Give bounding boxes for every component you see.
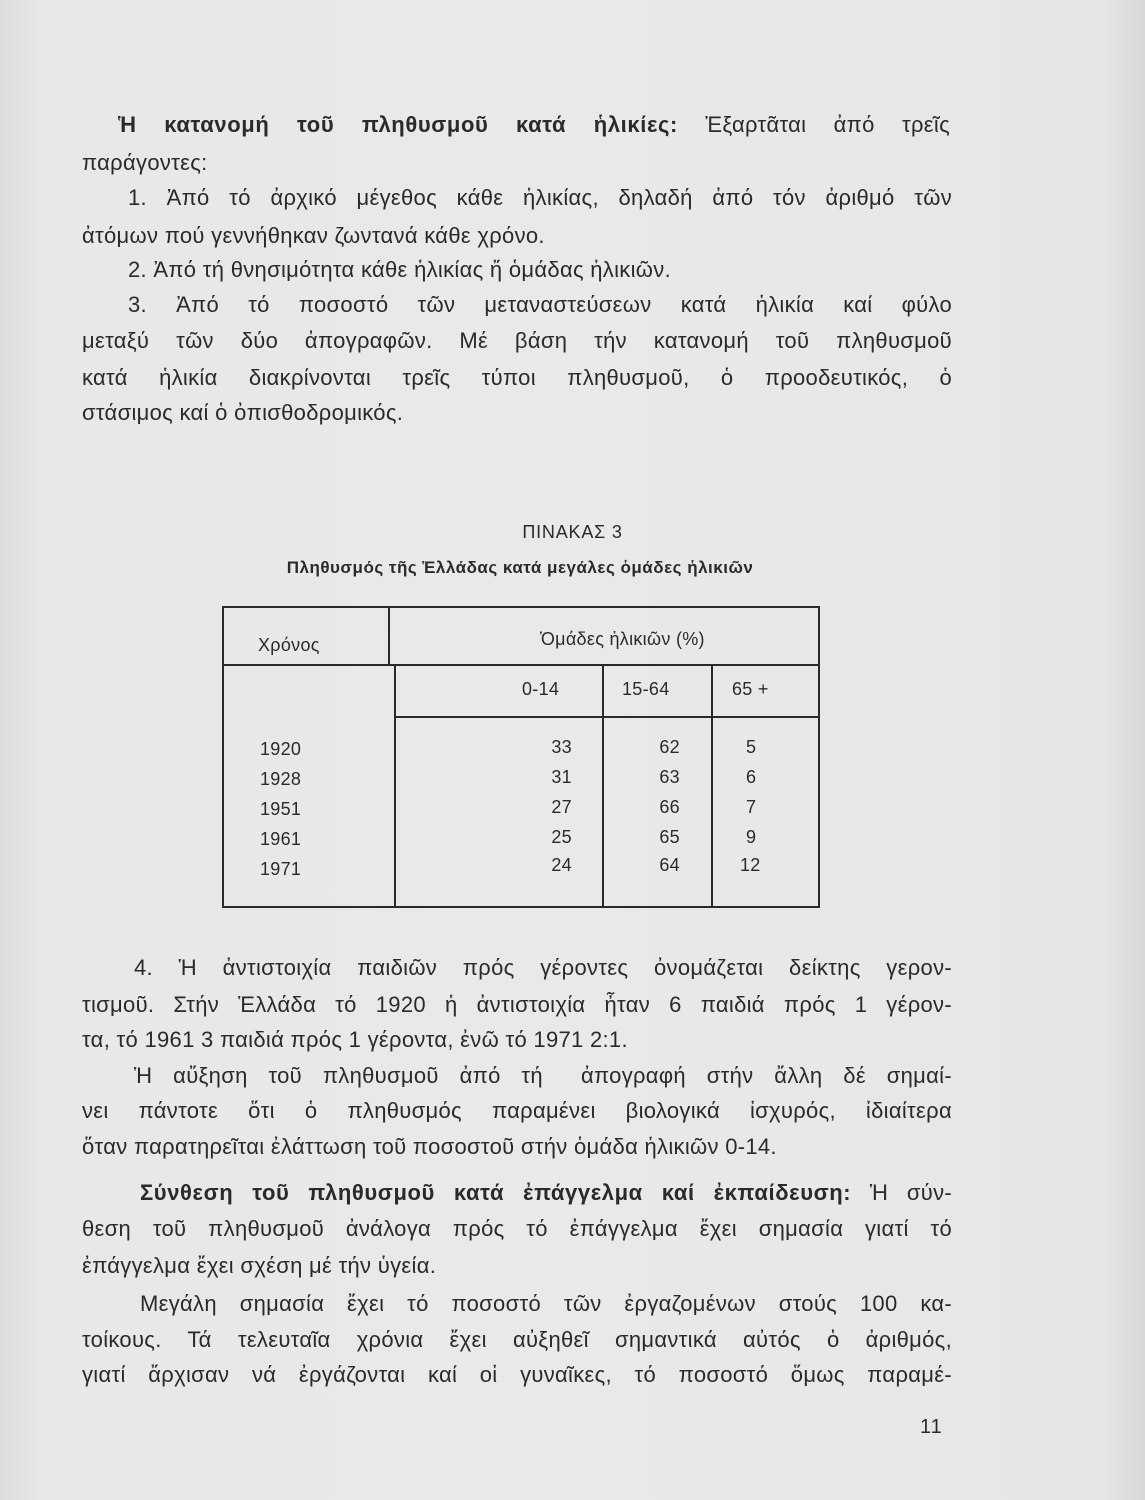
table-cell-year: 1961 bbox=[260, 829, 302, 849]
age-group-table bbox=[222, 606, 820, 908]
text-line: τισμοῦ. Στήν Ἑλλάδα τό 1920 ἡ ἀντιστοιχία ἦταν 6 παιδιά πρός 1 γέρον- bbox=[82, 992, 952, 1017]
heading-age-distribution: Ἡ κατανομή τοῦ πληθυσμοῦ κατά ἡλικίες: bbox=[118, 112, 678, 137]
paragraph-occupation-heading bbox=[140, 1180, 952, 1206]
table-cell-value: 63 bbox=[659, 767, 680, 787]
table-divider-year-lower bbox=[394, 664, 396, 906]
table-divider-col3 bbox=[711, 664, 713, 906]
column-header-65-plus: 65 + bbox=[732, 679, 769, 699]
text-line: Μεγάλη σημασία ἔχει τό ποσοστό τῶν ἐργαζομένων στούς 100 κα- bbox=[140, 1291, 952, 1316]
table-cell-value: 65 bbox=[659, 827, 680, 847]
table-divider-year-upper bbox=[388, 606, 390, 664]
text-line: θεση τοῦ πληθυσμοῦ ἀνάλογα πρός τό ἐπάγγελμα ἔχει σημασία γιατί τό bbox=[82, 1216, 952, 1241]
table-cell-value: 25 bbox=[551, 827, 572, 847]
table-cell-value: 9 bbox=[746, 827, 757, 847]
table-border-bottom bbox=[222, 906, 820, 908]
table-cell-value: 62 bbox=[659, 737, 680, 757]
table-title: ΠΙΝΑΚΑΣ 3 bbox=[522, 522, 623, 542]
table-cell-value: 27 bbox=[551, 797, 572, 817]
text-line: ἐπάγγελμα ἔχει σχέση μέ τήν ὑγεία. bbox=[82, 1253, 437, 1278]
table-cell-value: 33 bbox=[551, 737, 572, 757]
table-cell-value: 64 bbox=[659, 855, 680, 875]
table-cell-value: 6 bbox=[746, 767, 757, 787]
text-line: Ἡ σύν- bbox=[869, 1180, 952, 1205]
table-cell-value: 24 bbox=[551, 855, 572, 875]
text-line: κατά ἡλικία διακρίνονται τρεῖς τύποι πληθυσμοῦ, ὁ προοδευτικός, ὁ bbox=[82, 365, 952, 390]
table-cell-value: 5 bbox=[746, 737, 757, 757]
text-fragment: ἀπογραφή στήν ἄλλη δέ σημαί- bbox=[580, 1063, 952, 1088]
heading-occupation-education: Σύνθεση τοῦ πληθυσμοῦ κατά ἐπάγγελμα καί ἐκπαίδευση: bbox=[140, 1180, 852, 1205]
text-fragment: Ἡ αὔξηση τοῦ πληθυσμοῦ ἀπό τή bbox=[134, 1063, 543, 1088]
column-header-0-14: 0-14 bbox=[522, 679, 560, 699]
text-line: ὅταν παρατηρεῖται ἐλάττωση τοῦ ποσοστοῦ στήν ὁμάδα ἡλικιῶν 0-14. bbox=[82, 1134, 777, 1159]
table-cell-value: 12 bbox=[740, 855, 761, 875]
table-cell-year: 1951 bbox=[260, 799, 302, 819]
table-border-left bbox=[222, 606, 224, 908]
text-line: στάσιμος καί ὁ ὀπισθοδρομικός. bbox=[82, 400, 404, 425]
text-line: νει πάντοτε ὅτι ὁ πληθυσμός παραμένει βιολογικά ἰσχυρός, ἰδιαίτερα bbox=[82, 1098, 952, 1123]
list-item-1: 1. Ἀπό τό ἀρχικό μέγεθος κάθε ἡλικίας, δηλαδή ἀπό τόν ἀριθμό τῶν bbox=[128, 185, 952, 210]
text-line bbox=[134, 1063, 952, 1089]
table-cell-value: 66 bbox=[659, 797, 680, 817]
table-border-right bbox=[818, 606, 820, 908]
text-line: γιατί ἄρχισαν νά ἐργάζονται καί οἱ γυναῖκες, τό ποσοστό ὅμως παραμέ- bbox=[82, 1362, 952, 1387]
table-subheader-rule bbox=[394, 716, 820, 718]
table-cell-value: 7 bbox=[746, 797, 757, 817]
page-number: 11 bbox=[920, 1416, 943, 1438]
table-divider-col2 bbox=[602, 664, 604, 906]
table-cell-year: 1928 bbox=[260, 769, 302, 789]
table-border-top bbox=[222, 606, 820, 608]
column-header-year: Χρόνος bbox=[258, 635, 320, 655]
list-item-3: 3. Ἀπό τό ποσοστό τῶν μεταναστεύσεων κατά ἡλικία καί φύλο bbox=[128, 292, 952, 317]
list-item-2: 2. Ἀπό τή θνησιμότητα κάθε ἡλικίας ἤ ὁμάδας ἡλικιῶν. bbox=[128, 257, 671, 282]
table-header-rule bbox=[222, 664, 818, 666]
text-line: παράγοντες: bbox=[82, 150, 208, 175]
list-item-4: 4. Ἡ ἀντιστοιχία παιδιῶν πρός γέροντες ὀνομάζεται δείκτης γερον- bbox=[134, 955, 952, 980]
text-line: μεταξύ τῶν δύο ἀπογραφῶν. Μέ βάση τήν κατανομή τοῦ πληθυσμοῦ bbox=[82, 328, 952, 353]
table-cell-value: 31 bbox=[551, 767, 572, 787]
table-cell-year: 1971 bbox=[260, 859, 302, 879]
text-line: Ἐξαρτᾶται ἀπό τρεῖς bbox=[705, 112, 950, 137]
paragraph-age-distribution-heading bbox=[118, 112, 950, 138]
text-line: τα, τό 1961 3 παιδιά πρός 1 γέροντα, ἐνῶ τό 1971 2:1. bbox=[82, 1027, 628, 1052]
text-line: τοίκους. Τά τελευταῖα χρόνια ἔχει αὐξηθεῖ σημαντικά αὐτός ὁ ἀριθμός, bbox=[82, 1327, 952, 1352]
text-line: ἀτόμων πού γεννήθηκαν ζωντανά κάθε χρόνο. bbox=[82, 223, 545, 248]
column-header-15-64: 15-64 bbox=[622, 679, 670, 699]
column-header-age-groups: Ὁμάδες ἡλικιῶν (%) bbox=[540, 629, 705, 649]
table-subtitle: Πληθυσμός τῆς Ἑλλάδας κατά μεγάλες ὁμάδες ἡλικιῶν bbox=[286, 558, 754, 577]
table-cell-year: 1920 bbox=[260, 739, 302, 759]
